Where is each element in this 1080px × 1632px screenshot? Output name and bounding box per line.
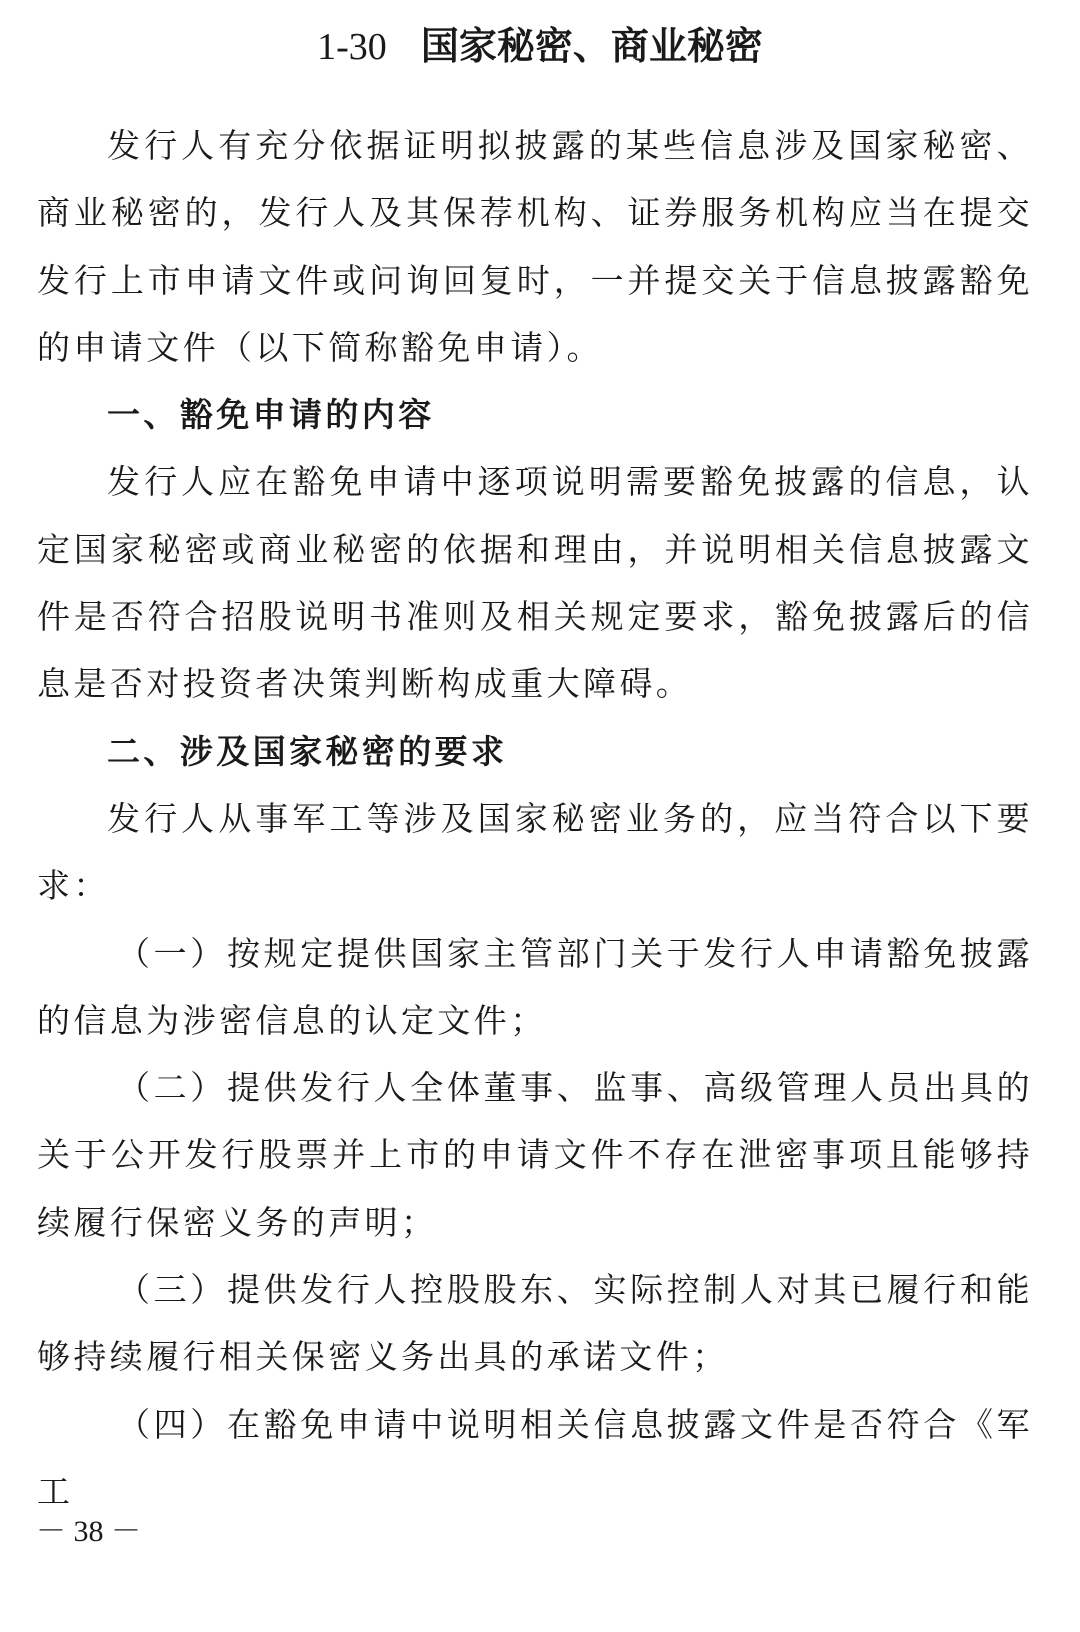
paragraph-intro: 发行人有充分依据证明拟披露的某些信息涉及国家秘密、商业秘密的，发行人及其保荐机构、证券服务机构应当在提交发行上市申请文件或问询回复时，一并提交关于信息披露豁免的申请文件（以下简称豁免申请）。 xyxy=(37,126,1033,367)
list-item-1: （一）按规定提供国家主管部门关于发行人申请豁免披露的信息为涉密信息的认定文件； xyxy=(37,933,1033,1040)
section-title xyxy=(0,18,1080,75)
list-item-4: （四）在豁免申请中说明相关信息披露文件是否符合《军工 xyxy=(37,1404,1033,1511)
section-number: 1-30 xyxy=(317,26,387,68)
list-item-2: （二）提供发行人全体董事、监事、高级管理人员出具的关于公开发行股票并上市的申请文件不存在泄密事项且能够持续履行保密义务的声明； xyxy=(37,1068,1033,1242)
paragraph-state-secret-intro: 发行人从事军工等涉及国家秘密业务的，应当符合以下要求： xyxy=(37,798,1033,906)
heading-exemption-content: 一、豁免申请的内容 xyxy=(107,395,435,435)
heading-state-secret-requirements: 二、涉及国家秘密的要求 xyxy=(107,731,508,771)
page-number: － 38 － xyxy=(36,1515,141,1548)
list-item-3: （三）提供发行人控股股东、实际控制人对其已履行和能够持续履行相关保密义务出具的承诺文件； xyxy=(37,1270,1033,1377)
section-title-text: 国家秘密、商业秘密 xyxy=(420,24,763,68)
paragraph-exemption-content: 发行人应在豁免申请中逐项说明需要豁免披露的信息，认定国家秘密或商业秘密的依据和理由，并说明相关信息披露文件是否符合招股说明书准则及相关规定要求，豁免披露后的信息是否对投资者决策判断构成重大障碍。 xyxy=(37,462,1033,704)
document-body xyxy=(37,112,1033,1525)
